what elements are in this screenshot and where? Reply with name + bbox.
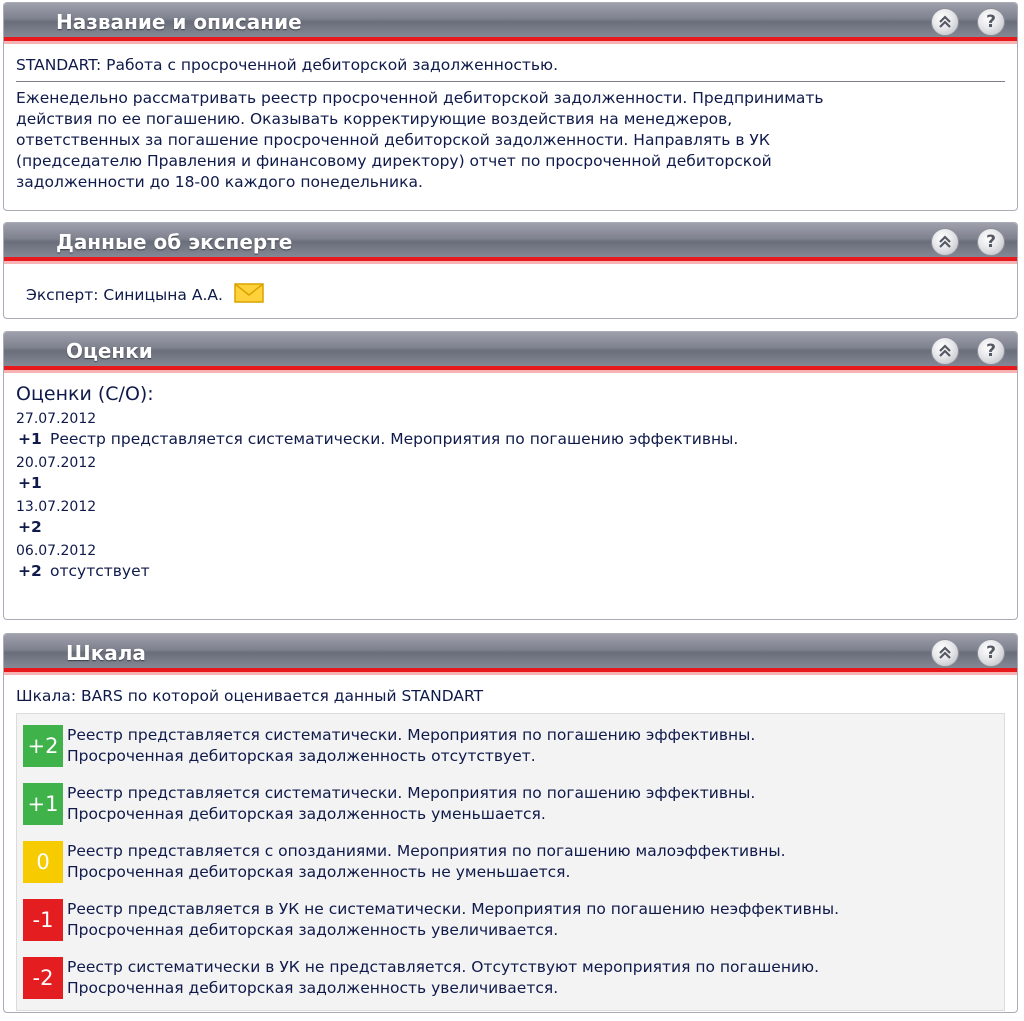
panel-title: Оценки — [66, 339, 153, 363]
scale-panel-header — [4, 634, 1017, 672]
ratings-heading: Оценки (С/О): — [16, 383, 154, 405]
description-line: Еженедельно рассматривать реестр просроченной дебиторской задолженности. Предпринимать — [16, 89, 824, 107]
scale-level — [23, 833, 998, 891]
panel-title: Шкала — [66, 641, 146, 665]
collapse-button[interactable] — [931, 639, 959, 667]
score-badge: -1 — [23, 899, 63, 941]
score-badge: +2 — [23, 725, 63, 767]
scale-body — [4, 672, 1017, 1019]
panel-title: Данные об эксперте — [56, 230, 293, 254]
expert-body — [4, 261, 1017, 317]
description-panel — [3, 2, 1018, 211]
scale-line: Просроченная дебиторская задолженность увеличивается. — [67, 979, 559, 997]
scale-line: Реестр представляется в УК не систематически. Мероприятия по погашению неэффективны. — [67, 900, 840, 918]
help-button[interactable]: ? — [977, 337, 1005, 365]
help-button[interactable]: ? — [977, 639, 1005, 667]
description-text — [16, 88, 1005, 193]
scale-list — [16, 713, 1005, 1011]
help-button[interactable]: ? — [977, 228, 1005, 256]
rating-date: 27.07.2012 — [16, 411, 97, 427]
scale-description — [67, 783, 755, 825]
rating-date: 06.07.2012 — [16, 543, 97, 559]
scale-line: Просроченная дебиторская задолженность уменьшается. — [67, 805, 546, 823]
ratings-panel-header — [4, 332, 1017, 370]
rating-score: +2 — [18, 518, 42, 536]
rating-score: +1 — [18, 430, 42, 448]
expert-panel — [3, 222, 1018, 319]
ratings-panel — [3, 331, 1018, 620]
envelope-icon[interactable] — [234, 283, 264, 309]
help-button[interactable]: ? — [977, 8, 1005, 36]
rating-entry — [16, 409, 1005, 449]
description-body — [4, 41, 1017, 201]
scale-line: Реестр представляется систематически. Мероприятия по погашению эффективны. — [67, 726, 756, 744]
ratings-body — [4, 370, 1017, 589]
scale-line: Реестр систематически в УК не представляется. Отсутствуют мероприятия по погашению. — [67, 958, 820, 976]
expert-name: Эксперт: Синицына А.А. — [26, 286, 223, 304]
rating-entry — [16, 497, 1005, 537]
scale-panel — [3, 633, 1018, 1013]
rating-score: +2 — [18, 562, 42, 580]
collapse-button[interactable] — [931, 228, 959, 256]
double-chevron-up-icon — [938, 235, 952, 249]
scale-level — [23, 891, 998, 949]
score-badge: +1 — [23, 783, 63, 825]
rating-date: 13.07.2012 — [16, 499, 97, 515]
collapse-button[interactable] — [931, 337, 959, 365]
rating-comment: Реестр представляется систематически. Мероприятия по погашению эффективны. — [50, 430, 739, 448]
description-line: ответственных за погашение просроченной дебиторской задолженности. Направлять в УК — [16, 131, 770, 149]
scale-line: Просроченная дебиторская задолженность не уменьшается. — [67, 863, 571, 881]
score-badge: 0 — [23, 841, 63, 883]
double-chevron-up-icon — [938, 646, 952, 660]
divider — [16, 81, 1005, 82]
scale-level — [23, 949, 998, 1007]
scale-level — [23, 717, 998, 775]
scale-level — [23, 775, 998, 833]
description-line: (председателю Правления и финансовому директору) отчет по просроченной дебиторской — [16, 152, 772, 170]
scale-description — [67, 725, 755, 767]
rating-entry — [16, 453, 1005, 493]
scale-line: Реестр представляется с опозданиями. Мероприятия по погашению малоэффективны. — [67, 842, 786, 860]
description-line: задолженности до 18-00 каждого понедельника. — [16, 173, 423, 191]
rating-score: +1 — [18, 474, 42, 492]
double-chevron-up-icon — [938, 15, 952, 29]
scale-line: Просроченная дебиторская задолженность отсутствует. — [67, 747, 536, 765]
scale-description — [67, 899, 839, 941]
rating-entry — [16, 541, 1005, 581]
standard-heading: STANDART: Работа с просроченной дебиторской задолженностью. — [16, 56, 559, 74]
scale-line: Реестр представляется систематически. Мероприятия по погашению эффективны. — [67, 784, 756, 802]
scale-description — [67, 957, 819, 999]
description-line: действия по ее погашению. Оказывать корректирующие воздействия на менеджеров, — [16, 110, 733, 128]
scale-description — [67, 841, 786, 883]
rating-comment: отсутствует — [50, 562, 150, 580]
expert-panel-header — [4, 223, 1017, 261]
collapse-button[interactable] — [931, 8, 959, 36]
scale-heading: Шкала: BARS по которой оценивается данный STANDART — [16, 687, 484, 705]
scale-line: Просроченная дебиторская задолженность увеличивается. — [67, 921, 559, 939]
rating-date: 20.07.2012 — [16, 455, 97, 471]
score-badge: -2 — [23, 957, 63, 999]
description-panel-header — [4, 3, 1017, 41]
panel-title: Название и описание — [56, 10, 302, 34]
double-chevron-up-icon — [938, 344, 952, 358]
